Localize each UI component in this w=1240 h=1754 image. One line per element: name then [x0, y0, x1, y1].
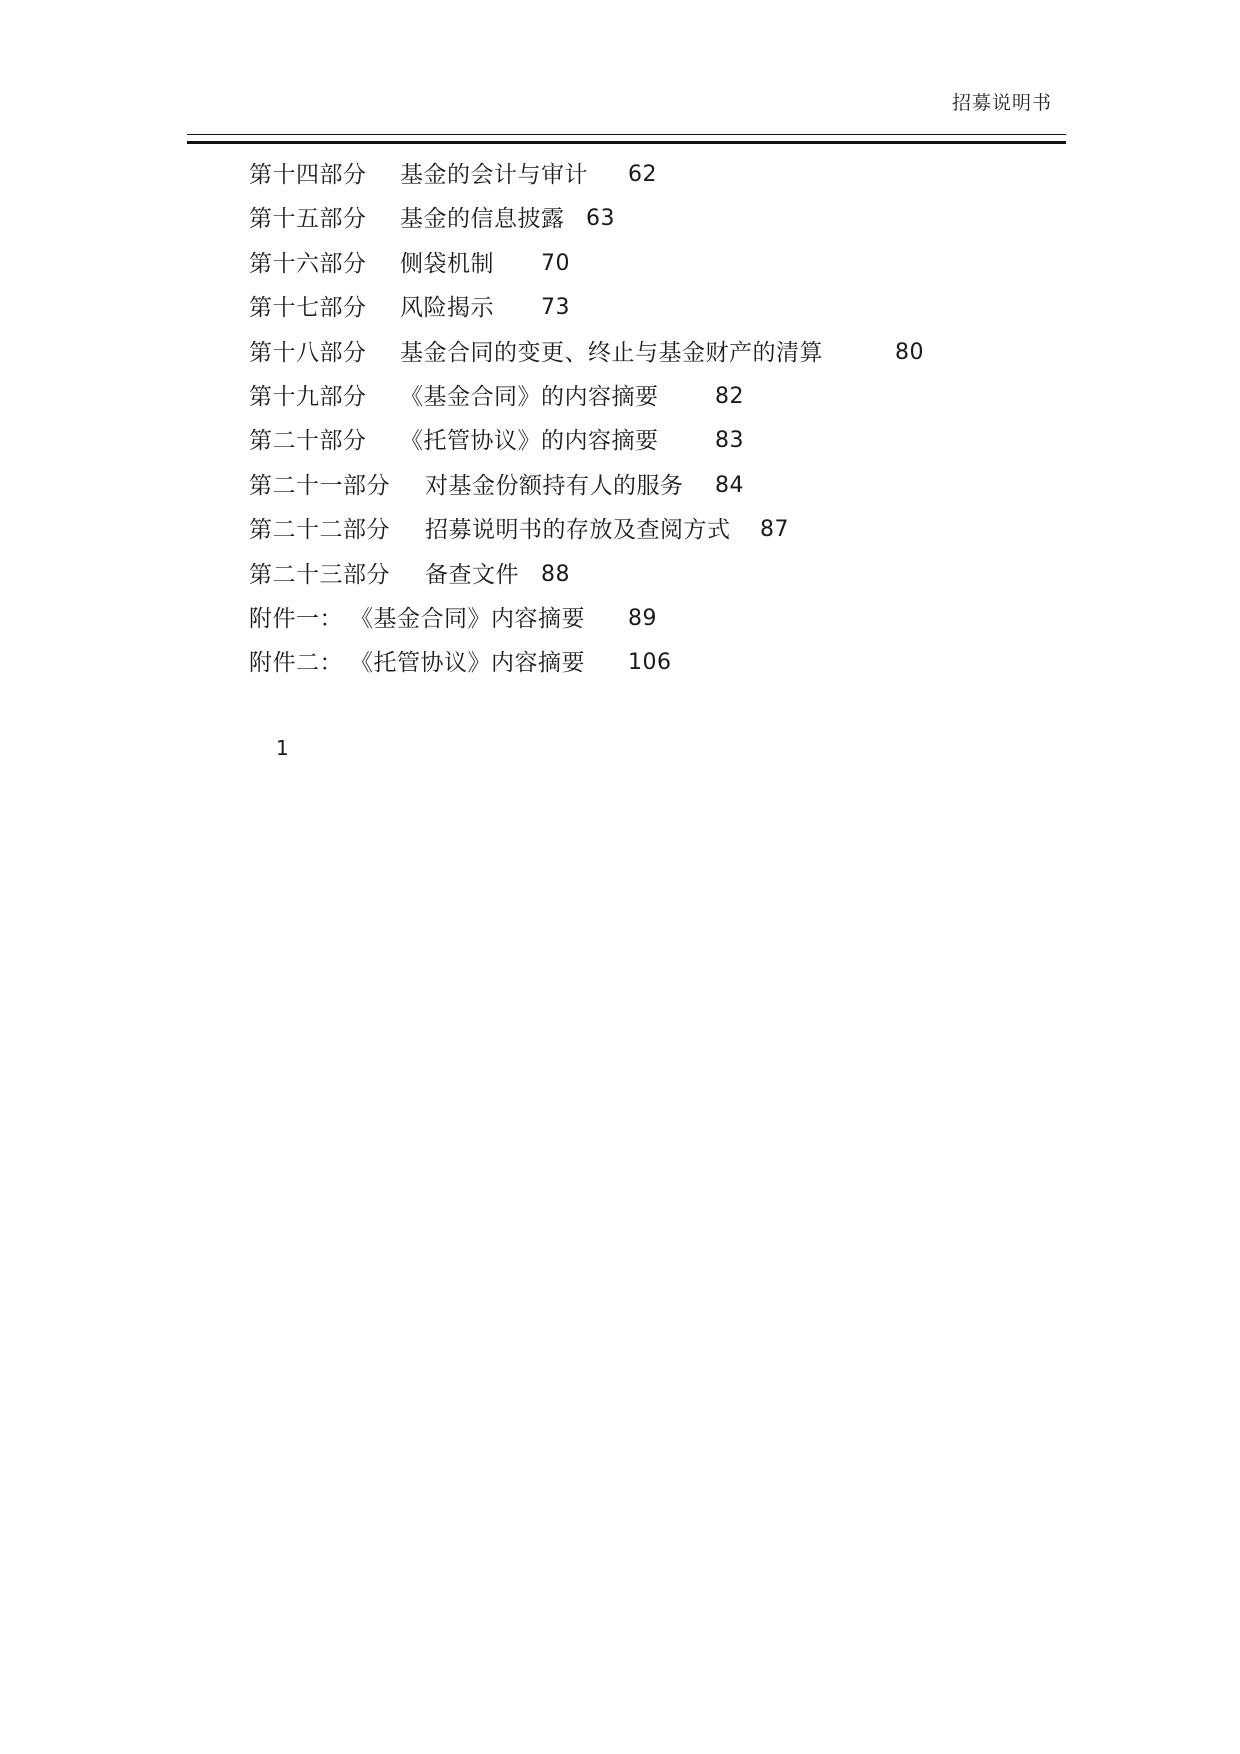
toc-page-number: 80: [895, 339, 924, 365]
toc-part-label: 第二十三部分: [249, 561, 390, 588]
toc-part-label: 第十九部分: [249, 383, 367, 410]
toc-page-number: 62: [628, 162, 657, 187]
toc-part-label: 附件一：: [249, 605, 343, 632]
toc-page-number: 89: [628, 605, 657, 631]
toc-entry-title: 《托管协议》内容摘要: [350, 650, 585, 677]
toc-entry-title: 风险揭示: [400, 295, 494, 322]
toc-entry-title: 《托管协议》的内容摘要: [400, 428, 659, 455]
toc-entry-title: 对基金份额持有人的服务: [425, 472, 684, 499]
running-header: 招募说明书: [951, 92, 1052, 114]
toc-page-number: 63: [586, 206, 615, 232]
toc-page-number: 82: [715, 383, 744, 409]
toc-part-label: 第十七部分: [249, 295, 367, 322]
toc-entry-title: 《基金合同》内容摘要: [350, 605, 585, 632]
toc-entry-title: 基金的信息披露: [400, 206, 565, 233]
header-rule-thick: [187, 141, 1066, 144]
toc-part-label: 第二十二部分: [249, 517, 390, 544]
toc-page-number: 84: [715, 472, 744, 498]
page-number: 1: [276, 736, 289, 760]
toc-page-number: 83: [715, 428, 744, 454]
toc-page-number: 88: [541, 561, 570, 587]
toc-page-number: 106: [628, 650, 672, 676]
toc-entry-title: 备查文件: [425, 561, 519, 588]
toc-part-label: 第二十部分: [249, 428, 367, 455]
toc-part-label: 第十六部分: [249, 250, 367, 277]
toc-part-label: 附件二：: [249, 650, 343, 677]
toc-entry-title: 《基金合同》的内容摘要: [400, 383, 659, 410]
toc-entry-title: 招募说明书的存放及查阅方式: [425, 517, 731, 544]
toc-part-label: 第十四部分: [249, 162, 367, 188]
toc-page-number: 87: [760, 517, 789, 543]
toc-part-label: 第十八部分: [249, 339, 367, 366]
toc-entry-title: 侧袋机制: [400, 250, 494, 277]
toc-part-label: 第十五部分: [249, 206, 367, 233]
header-rule-thin: [187, 134, 1066, 135]
toc-entry-title: 基金合同的变更、终止与基金财产的清算: [400, 339, 823, 366]
toc-page-number: 70: [541, 250, 570, 276]
toc-entry-title: 基金的会计与审计: [400, 162, 588, 188]
toc-part-label: 第二十一部分: [249, 472, 390, 499]
toc-page-number: 73: [541, 295, 570, 321]
